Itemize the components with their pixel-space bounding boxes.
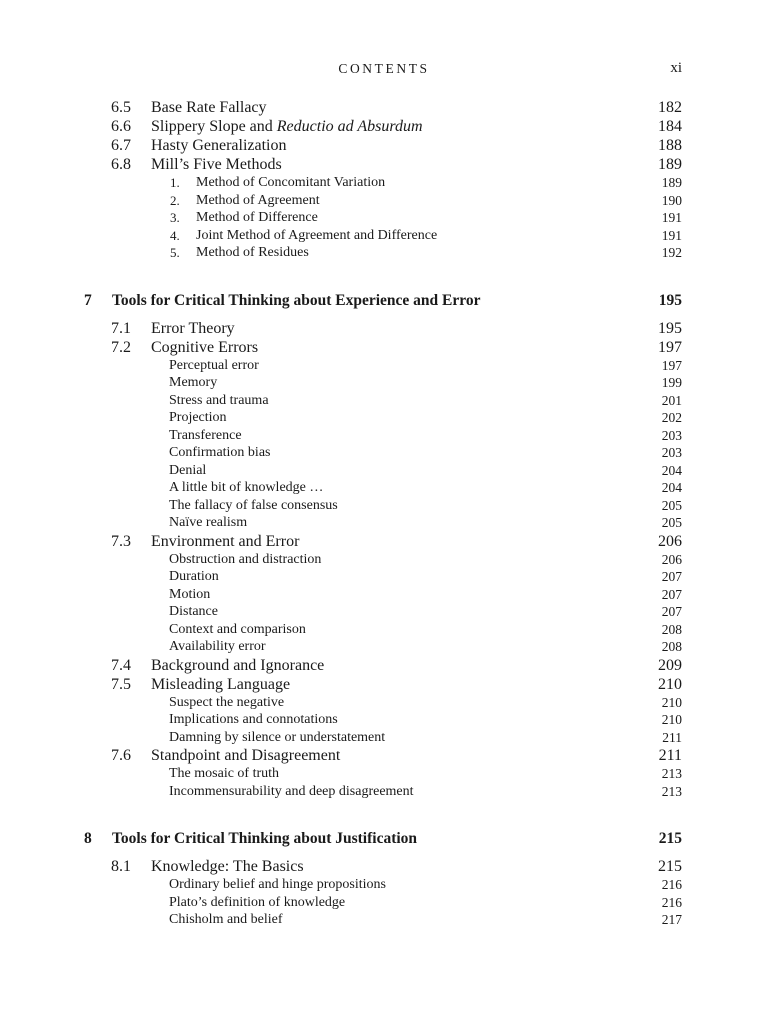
toc-entry-page-number: 184 <box>658 118 682 135</box>
toc-subsection-entry <box>0 586 768 604</box>
toc-entry-title <box>169 427 242 444</box>
toc-entry-title <box>151 675 290 694</box>
toc-entry-page-number: 203 <box>661 445 682 460</box>
toc-chapter-entry <box>0 829 768 848</box>
toc-entry-page-number: 203 <box>661 427 682 443</box>
toc-subsection-entry <box>0 783 768 801</box>
table-of-contents <box>0 98 768 929</box>
toc-entry-page-number: 213 <box>661 783 682 799</box>
toc-entry-page-number: 204 <box>661 480 682 495</box>
toc-entry-title <box>169 783 414 800</box>
toc-entry-title-text: Chisholm and belief <box>169 912 283 927</box>
toc-subsection-entry <box>0 227 768 245</box>
toc-entry-title-text: Stress and trauma <box>169 392 269 408</box>
toc-subsection-entry <box>0 244 768 262</box>
toc-entry-page-number: 217 <box>661 912 682 927</box>
toc-entry-page-number: 204 <box>661 462 682 478</box>
toc-entry-title-italic: Reductio ad Absurdum <box>276 118 423 135</box>
toc-entry-page-number: 216 <box>661 894 682 910</box>
toc-entry-title <box>169 409 227 426</box>
toc-entry-title <box>151 532 299 551</box>
toc-entry-title <box>169 462 206 479</box>
toc-subsection-entry <box>0 374 768 392</box>
toc-entry-number: 6.8 <box>111 156 131 173</box>
toc-subsection-entry <box>0 209 768 227</box>
toc-entry-title-text: Naïve realism <box>169 515 248 530</box>
chapter-spacer <box>0 262 768 291</box>
toc-entry-title <box>169 894 345 911</box>
toc-entry-number: 2. <box>170 192 180 208</box>
toc-entry-title-text: Knowledge: The Basics <box>151 858 304 875</box>
toc-entry-page-number: 211 <box>658 747 682 764</box>
toc-entry-number: 7.5 <box>111 675 131 693</box>
toc-entry-title-text: Confirmation bias <box>169 445 271 460</box>
toc-section-entry <box>0 117 768 136</box>
toc-entry-page-number: 201 <box>661 392 682 408</box>
toc-entry-page-number: 202 <box>661 410 682 425</box>
toc-subsection-entry <box>0 765 768 783</box>
toc-entry-page-number: 182 <box>658 99 682 116</box>
toc-entry-number: 7.6 <box>111 747 131 764</box>
toc-entry-title <box>169 729 385 746</box>
toc-subsection-entry <box>0 444 768 462</box>
toc-entry-title <box>151 656 324 675</box>
toc-entry-title-text: Error Theory <box>151 319 235 337</box>
toc-entry-title <box>196 174 385 191</box>
toc-entry-title-text: Joint Method of Agreement and Difference <box>196 227 438 243</box>
toc-entry-title-text: Memory <box>169 375 218 390</box>
toc-entry-title <box>151 136 287 155</box>
toc-entry-title <box>169 586 210 603</box>
toc-entry-title <box>169 638 266 655</box>
toc-entry-page-number: 188 <box>658 137 682 154</box>
toc-entry-number: 1. <box>170 175 180 190</box>
toc-entry-number: 5. <box>170 245 180 260</box>
toc-subsection-entry <box>0 711 768 729</box>
toc-entry-title <box>169 497 338 514</box>
toc-subsection-entry <box>0 392 768 410</box>
toc-chapter-entry <box>0 291 768 310</box>
toc-entry-title-text: The fallacy of false consensus <box>169 497 338 513</box>
toc-section-entry <box>0 155 768 174</box>
toc-entry-title <box>169 568 219 585</box>
toc-entry-title-text: Perceptual error <box>169 357 259 373</box>
toc-subsection-entry <box>0 174 768 192</box>
toc-entry-title-text: Obstruction and distraction <box>169 551 322 567</box>
running-head-title: CONTENTS <box>338 61 430 76</box>
toc-entry-page-number: 192 <box>661 245 682 260</box>
toc-entry-title <box>196 192 320 209</box>
toc-entry-number: 7.4 <box>111 656 131 674</box>
toc-entry-title-text: Slippery Slope and <box>151 118 277 135</box>
toc-entry-title <box>169 765 279 782</box>
toc-entry-page-number: 210 <box>658 675 682 693</box>
toc-entry-title-text: Tools for Critical Thinking about Experience and Error <box>112 291 481 309</box>
toc-entry-page-number: 209 <box>658 656 682 674</box>
chapter-spacer <box>0 848 768 857</box>
toc-entry-title <box>151 746 340 765</box>
toc-entry-title-text: Availability error <box>169 639 266 654</box>
toc-entry-title-text: Hasty Generalization <box>151 137 287 154</box>
toc-entry-page-number: 197 <box>658 338 682 356</box>
toc-subsection-entry <box>0 409 768 427</box>
toc-subsection-entry <box>0 462 768 480</box>
toc-entry-page-number: 199 <box>661 375 682 390</box>
toc-entry-title-text: Implications and connotations <box>169 712 338 727</box>
toc-subsection-entry <box>0 192 768 210</box>
toc-entry-title-text: Base Rate Fallacy <box>151 99 267 116</box>
toc-entry-page-number: 195 <box>658 291 682 309</box>
toc-entry-title <box>112 829 417 848</box>
toc-entry-number: 8.1 <box>111 858 131 875</box>
toc-entry-title-text: Ordinary belief and hinge propositions <box>169 877 386 892</box>
toc-entry-title-text: Projection <box>169 410 227 425</box>
toc-entry-page-number: 215 <box>658 858 682 875</box>
toc-entry-page-number: 216 <box>661 877 682 892</box>
toc-entry-title-text: Damning by silence or understatement <box>169 729 386 745</box>
toc-subsection-entry <box>0 568 768 586</box>
toc-entry-title <box>169 876 386 893</box>
toc-entry-title-text: The mosaic of truth <box>169 766 280 781</box>
toc-entry-title <box>169 551 321 568</box>
toc-entry-page-number: 189 <box>661 175 682 190</box>
toc-entry-title-text: Tools for Critical Thinking about Justification <box>112 830 418 847</box>
toc-subsection-entry <box>0 497 768 515</box>
running-head <box>0 61 768 81</box>
toc-entry-title <box>169 603 218 620</box>
toc-entry-number: 7.2 <box>111 338 131 356</box>
toc-entry-title-text: Environment and Error <box>151 532 300 550</box>
toc-section-entry <box>0 136 768 155</box>
toc-entry-title <box>151 338 258 357</box>
toc-entry-page-number: 206 <box>658 532 682 550</box>
chapter-spacer <box>0 310 768 319</box>
toc-entry-title-text: A little bit of knowledge … <box>169 480 324 495</box>
toc-entry-title-text: Transference <box>169 427 242 443</box>
toc-entry-title-text: Cognitive Errors <box>151 338 259 356</box>
toc-subsection-entry <box>0 479 768 497</box>
toc-entry-title <box>112 291 480 310</box>
toc-entry-title-text: Context and comparison <box>169 621 306 637</box>
toc-entry-page-number: 197 <box>661 357 682 373</box>
toc-entry-title-text: Background and Ignorance <box>151 656 325 674</box>
toc-entry-title <box>169 514 247 531</box>
toc-entry-title-text: Method of Agreement <box>196 192 320 208</box>
toc-entry-title <box>151 117 423 136</box>
toc-entry-page-number: 195 <box>658 319 682 337</box>
toc-entry-page-number: 210 <box>661 712 682 727</box>
toc-entry-number: 7.3 <box>111 532 131 550</box>
toc-entry-title <box>169 479 323 496</box>
toc-entry-title-text: Denial <box>169 462 207 478</box>
toc-entry-page-number: 207 <box>661 604 682 619</box>
toc-entry-title-text: Method of Residues <box>196 245 309 260</box>
toc-entry-title <box>196 244 309 261</box>
toc-section-entry <box>0 532 768 551</box>
toc-entry-number: 7.1 <box>111 319 131 337</box>
toc-entry-title <box>151 155 282 174</box>
toc-section-entry <box>0 656 768 675</box>
toc-section-entry <box>0 857 768 876</box>
toc-entry-title-text: Method of Concomitant Variation <box>196 175 386 190</box>
toc-entry-page-number: 205 <box>661 515 682 530</box>
toc-entry-page-number: 208 <box>661 639 682 654</box>
toc-entry-page-number: 190 <box>661 192 682 208</box>
toc-entry-title <box>169 374 217 391</box>
toc-entry-title <box>196 227 437 244</box>
toc-subsection-entry <box>0 694 768 712</box>
toc-subsection-entry <box>0 911 768 929</box>
toc-entry-page-number: 207 <box>661 569 682 584</box>
toc-subsection-entry <box>0 894 768 912</box>
toc-entry-title-text: Motion <box>169 586 211 602</box>
toc-entry-page-number: 191 <box>661 227 682 243</box>
toc-entry-title-text: Plato’s definition of knowledge <box>169 894 346 910</box>
toc-entry-page-number: 211 <box>662 729 682 745</box>
toc-subsection-entry <box>0 638 768 656</box>
running-head-page-number: xi <box>670 60 682 76</box>
toc-entry-page-number: 213 <box>661 766 682 781</box>
toc-entry-page-number: 208 <box>661 621 682 637</box>
toc-entry-number: 6.5 <box>111 99 131 116</box>
toc-entry-title <box>151 319 235 338</box>
toc-entry-number: 7 <box>84 291 92 309</box>
toc-entry-page-number: 207 <box>661 586 682 602</box>
toc-entry-page-number: 191 <box>661 210 682 225</box>
toc-entry-title-text: Mill’s Five Methods <box>151 156 282 173</box>
toc-entry-title-text: Duration <box>169 569 219 584</box>
toc-entry-title-text: Distance <box>169 604 218 619</box>
toc-entry-number: 8 <box>84 830 92 847</box>
toc-entry-title <box>169 911 283 928</box>
toc-entry-title-text: Method of Difference <box>196 210 318 225</box>
toc-subsection-entry <box>0 551 768 569</box>
toc-entry-title-text: Misleading Language <box>151 675 291 693</box>
chapter-spacer <box>0 800 768 829</box>
toc-entry-number: 6.6 <box>111 118 131 135</box>
toc-subsection-entry <box>0 729 768 747</box>
toc-subsection-entry <box>0 621 768 639</box>
toc-subsection-entry <box>0 876 768 894</box>
toc-entry-title <box>169 621 306 638</box>
toc-section-entry <box>0 675 768 694</box>
toc-subsection-entry <box>0 514 768 532</box>
toc-entry-page-number: 205 <box>661 497 682 513</box>
toc-section-entry <box>0 98 768 117</box>
toc-entry-title <box>169 392 269 409</box>
toc-entry-page-number: 189 <box>658 156 682 173</box>
toc-entry-page-number: 210 <box>661 694 682 710</box>
toc-section-entry <box>0 746 768 765</box>
toc-section-entry <box>0 319 768 338</box>
toc-entry-number: 6.7 <box>111 137 131 154</box>
toc-entry-title <box>169 694 284 711</box>
toc-subsection-entry <box>0 427 768 445</box>
toc-subsection-entry <box>0 603 768 621</box>
toc-entry-number: 4. <box>170 227 180 243</box>
toc-entry-title <box>169 711 338 728</box>
toc-subsection-entry <box>0 357 768 375</box>
toc-entry-title <box>151 857 304 876</box>
toc-entry-title <box>169 357 259 374</box>
toc-entry-number: 3. <box>170 210 180 225</box>
toc-entry-title-text: Incommensurability and deep disagreement <box>169 783 414 799</box>
toc-entry-title <box>196 209 318 226</box>
toc-entry-page-number: 215 <box>658 830 682 847</box>
toc-entry-page-number: 206 <box>661 551 682 567</box>
toc-section-entry <box>0 338 768 357</box>
toc-entry-title-text: Suspect the negative <box>169 694 285 710</box>
toc-entry-title-text: Standpoint and Disagreement <box>151 747 341 764</box>
toc-entry-title <box>169 444 271 461</box>
toc-entry-title <box>151 98 267 117</box>
